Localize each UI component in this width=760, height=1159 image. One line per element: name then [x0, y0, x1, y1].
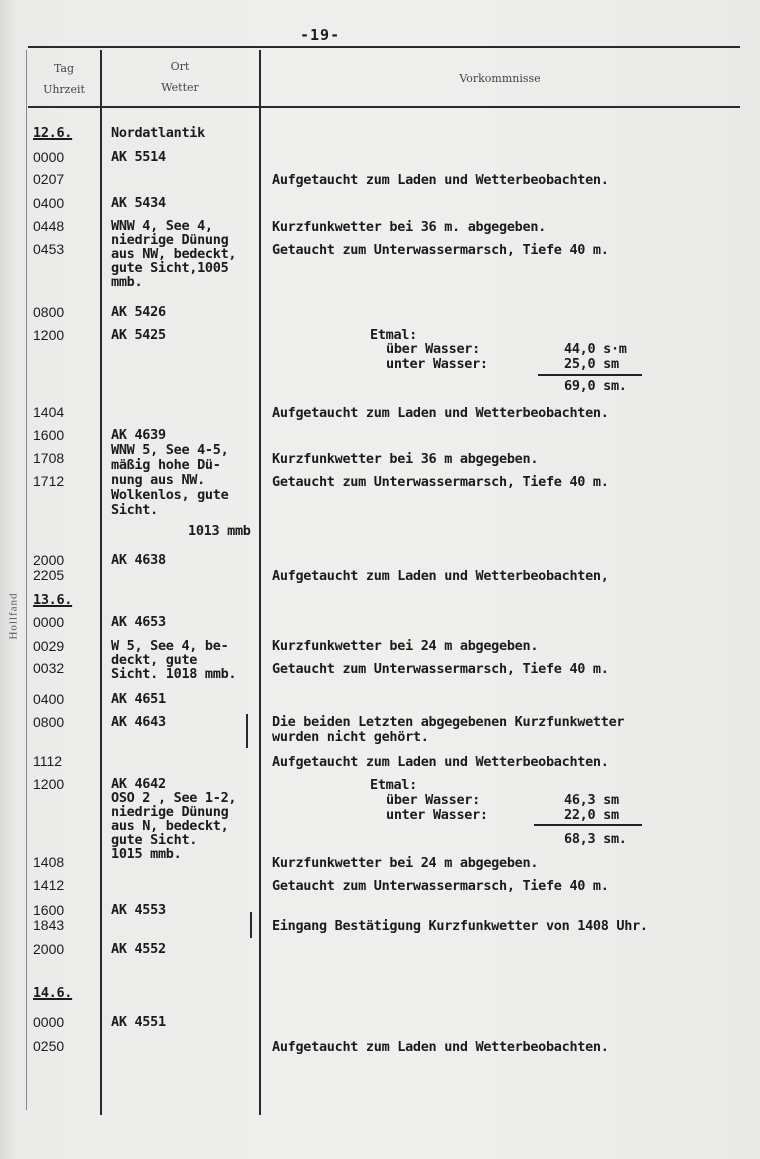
- position: AK 4651: [111, 691, 166, 707]
- time: 1600: [33, 902, 65, 918]
- time: 0000: [33, 149, 65, 165]
- time: 0000: [33, 1014, 65, 1030]
- time: 0448: [33, 218, 65, 234]
- etmal-under-value: 22,0 sm: [564, 807, 619, 823]
- etmal-over-label: über Wasser:: [386, 341, 480, 357]
- time: 2000: [33, 552, 65, 568]
- time: 1843: [33, 917, 65, 933]
- column-divider-2: [259, 50, 261, 1115]
- position: AK 4553: [111, 902, 166, 918]
- time: 0800: [33, 304, 65, 320]
- sum-rule: [538, 374, 642, 376]
- event: Aufgetaucht zum Laden und Wetterbeobachten,: [272, 568, 609, 584]
- event: Getaucht zum Unterwassermarsch, Tiefe 40 m.: [272, 878, 609, 894]
- place-nordatlantik: Nordatlantik: [111, 125, 205, 141]
- event: Kurzfunkwetter bei 36 m abgegeben.: [272, 451, 539, 467]
- position: AK 4639: [111, 427, 166, 443]
- event: Eingang Bestätigung Kurzfunkwetter von 1408 Uhr.: [272, 918, 648, 934]
- event: Aufgetaucht zum Laden und Wetterbeobachten.: [272, 754, 609, 770]
- time: 0250: [33, 1038, 65, 1054]
- time: 1712: [33, 473, 65, 489]
- weather: W 5, See 4, be- deckt, gute Sicht. 1018 mmb.: [111, 638, 237, 682]
- time: 1112: [33, 753, 63, 769]
- weather: AK 4642 OSO 2 , See 1-2, niedrige Dünung aus N, bedeckt, gute Sicht. 1015 mmb.: [111, 776, 237, 862]
- time: 0400: [33, 195, 65, 211]
- margin-mark: [250, 912, 252, 938]
- etmal-label: Etmal:: [370, 327, 417, 343]
- time: 1200: [33, 776, 65, 792]
- etmal-label: Etmal:: [370, 777, 417, 793]
- event: Kurzfunkwetter bei 36 m. abgegeben.: [272, 219, 546, 235]
- time: 1708: [33, 450, 65, 466]
- date-12-6: 12.6.: [33, 125, 73, 141]
- position: AK 4643: [111, 714, 166, 730]
- pressure: 1013 mmb: [188, 523, 251, 539]
- top-rule: [28, 46, 740, 48]
- weather: WNW 5, See 4-5, mäßig hohe Dü- nung aus NW. Wolkenlos, gute Sicht.: [111, 442, 229, 518]
- event: Kurzfunkwetter bei 24 m abgegeben.: [272, 638, 539, 654]
- time: 0800: [33, 714, 65, 730]
- time: 0453: [33, 241, 65, 257]
- time: 1408: [33, 854, 65, 870]
- etmal-over-value: 44,0 s·m: [564, 341, 627, 357]
- position: AK 4551: [111, 1014, 166, 1030]
- header-rule: [28, 106, 740, 108]
- event: Getaucht zum Unterwassermarsch, Tiefe 40 m.: [272, 242, 609, 258]
- etmal-over-value: 46,3 sm: [564, 792, 619, 808]
- position: AK 4552: [111, 941, 166, 957]
- margin-mark: [246, 714, 248, 748]
- margin-text: Hollfand: [7, 592, 20, 640]
- event: Aufgetaucht zum Laden und Wetterbeobachten.: [272, 172, 609, 188]
- position: AK 4653: [111, 614, 166, 630]
- etmal-under-value: 25,0 sm: [564, 356, 619, 372]
- etmal-under-label: unter Wasser:: [386, 807, 488, 823]
- etmal-under-label: unter Wasser:: [386, 356, 488, 372]
- date-14-6: 14.6.: [33, 985, 73, 1001]
- etmal-total: 68,3 sm.: [564, 831, 627, 847]
- weather: WNW 4, See 4, niedrige Dünung aus NW, bedeckt, gute Sicht,1005 mmb.: [111, 218, 237, 290]
- time: 1404: [33, 404, 65, 420]
- time: 1600: [33, 427, 65, 443]
- time: 0400: [33, 691, 65, 707]
- time: 0032: [33, 660, 65, 676]
- time: 2205: [33, 567, 65, 583]
- left-border: [26, 50, 27, 1110]
- event: Aufgetaucht zum Laden und Wetterbeobachten.: [272, 405, 609, 421]
- time: 1412: [33, 877, 65, 893]
- position: AK 5426: [111, 304, 166, 320]
- time: 2000: [33, 941, 65, 957]
- column-divider-1: [100, 50, 102, 1115]
- position: AK 5514: [111, 149, 166, 165]
- time: 0207: [33, 171, 65, 187]
- etmal-total: 69,0 sm.: [564, 378, 627, 394]
- event: Getaucht zum Unterwassermarsch, Tiefe 40 m.: [272, 661, 609, 677]
- header-tag: Tag Uhrzeit: [43, 62, 85, 96]
- page-number: -19-: [300, 26, 341, 44]
- date-13-6: 13.6.: [33, 592, 73, 608]
- header-ort: Ort Wetter: [161, 60, 199, 94]
- position: AK 5434: [111, 195, 166, 211]
- position: AK 4638: [111, 552, 166, 568]
- event: Die beiden Letzten abgegebenen Kurzfunkwetter wurden nicht gehört.: [272, 714, 625, 745]
- sum-rule: [534, 824, 642, 826]
- time: 0000: [33, 614, 65, 630]
- time: 1200: [33, 327, 65, 343]
- etmal-over-label: über Wasser:: [386, 792, 480, 808]
- event: Kurzfunkwetter bei 24 m abgegeben.: [272, 855, 539, 871]
- header-vorkommnisse: Vorkommnisse: [459, 72, 541, 85]
- event: Getaucht zum Unterwassermarsch, Tiefe 40 m.: [272, 474, 609, 490]
- time: 0029: [33, 638, 65, 654]
- event: Aufgetaucht zum Laden und Wetterbeobachten.: [272, 1039, 609, 1055]
- position: AK 5425: [111, 327, 166, 343]
